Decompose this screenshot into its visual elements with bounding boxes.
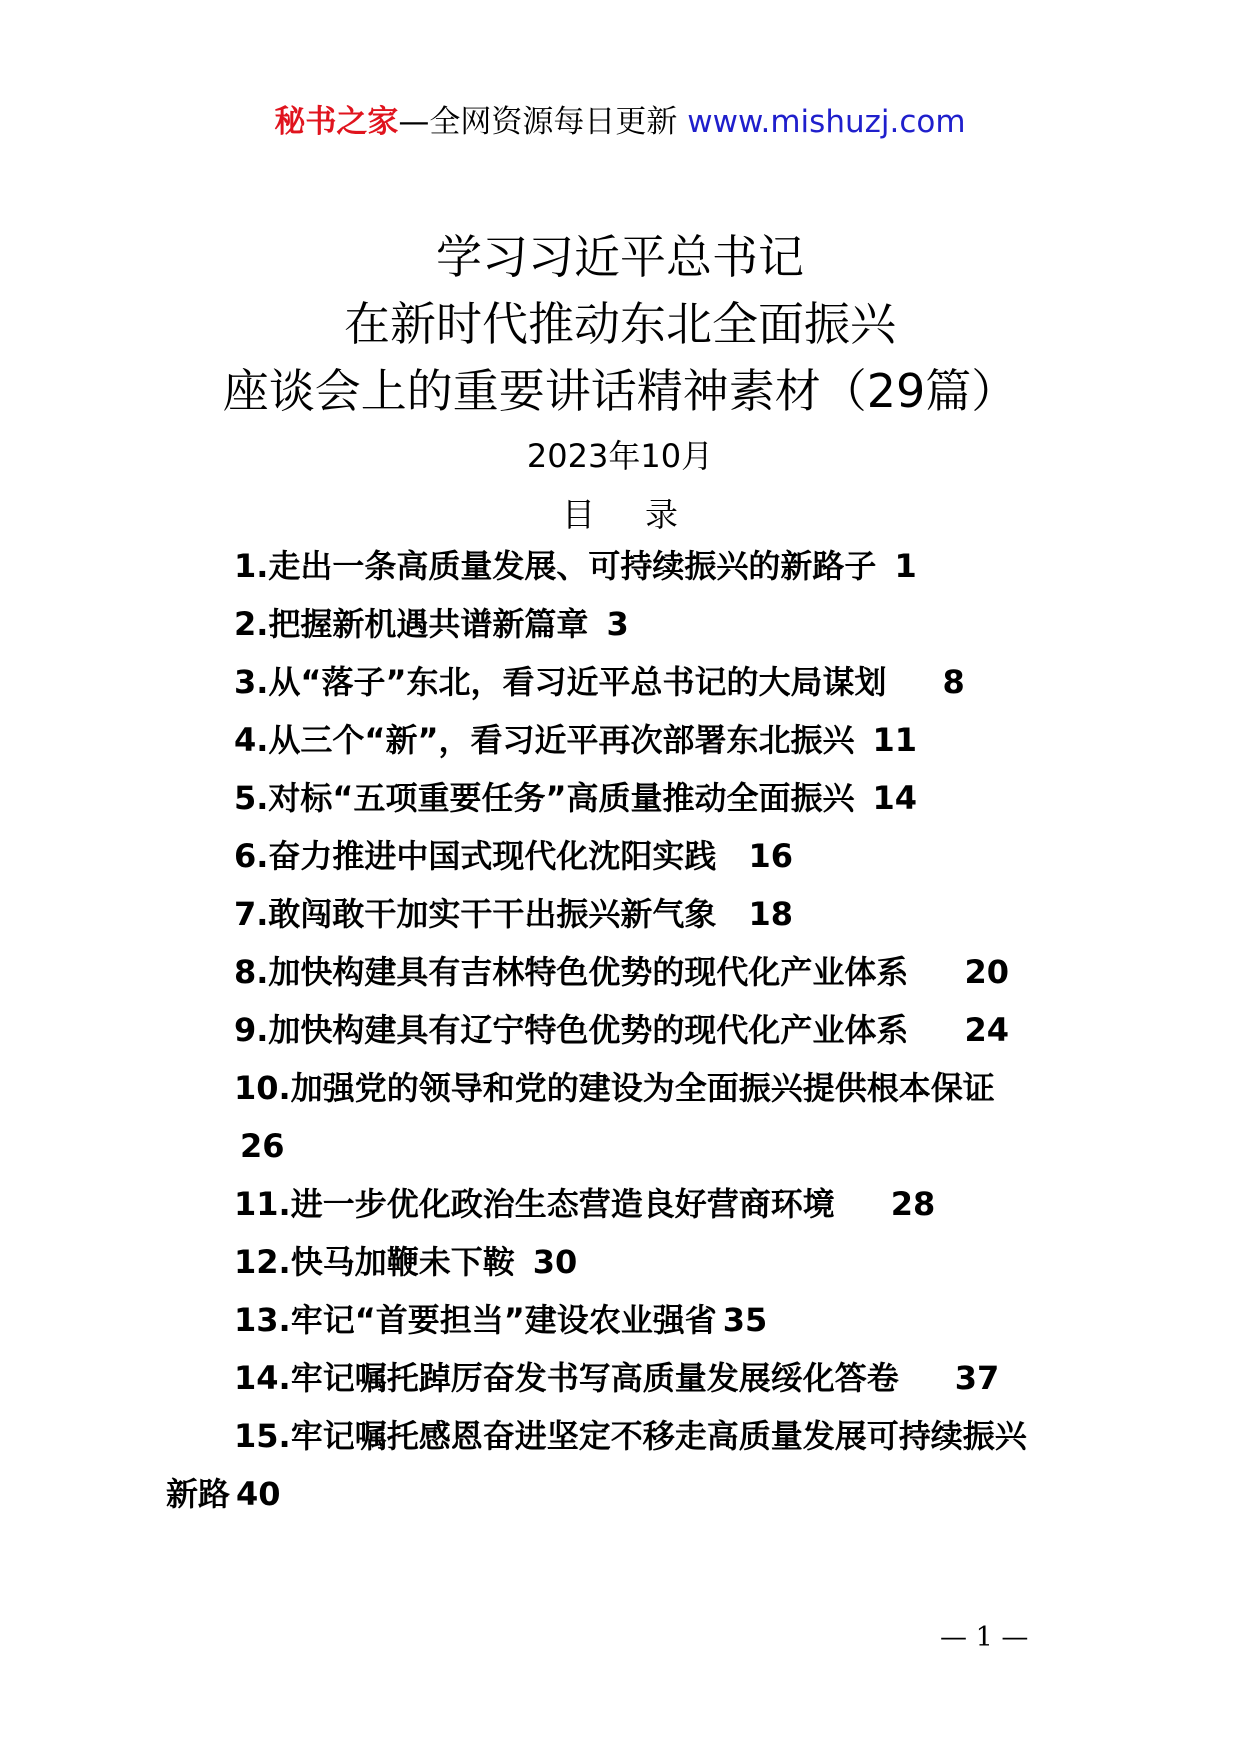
toc-item-title: 13.牢记“首要担当”建设农业强省 [234, 1301, 717, 1339]
toc-item[interactable] [234, 892, 793, 936]
toc-item[interactable] [234, 602, 629, 646]
toc-item[interactable] [234, 1008, 1009, 1052]
toc-item-title: 新路 [166, 1475, 231, 1513]
toc-item-page: 28 [890, 1185, 936, 1223]
toc-item[interactable] [234, 1240, 577, 1284]
toc-item[interactable] [234, 544, 917, 588]
toc-item-page: 35 [722, 1301, 768, 1339]
toc-item-page: 20 [964, 953, 1009, 991]
toc-item[interactable] [234, 660, 965, 704]
doc-title-line-2: 在新时代推动东北全面振兴 [344, 297, 896, 351]
toc-item-title: 6.奋力推进中国式现代化沈阳实践 [234, 837, 717, 875]
toc-item-title: 9.加快构建具有辽宁特色优势的现代化产业体系 [234, 1011, 909, 1049]
page-number-dash-right: — [1001, 1622, 1029, 1653]
toc-item-title: 11.进一步优化政治生态营造良好营商环境 [234, 1185, 835, 1223]
header-slogan: —全网资源每日更新 [398, 104, 678, 140]
toc-item-page: 37 [954, 1359, 1000, 1397]
header-url-link[interactable]: www.mishuzj.com [687, 104, 966, 140]
toc-item[interactable] [234, 834, 793, 878]
toc-item-title: 7.敢闯敢干加实干干出振兴新气象 [234, 895, 717, 933]
page-number-dash-left: — [940, 1622, 967, 1653]
toc-item-page[interactable]: 26 [240, 1127, 285, 1165]
toc-item-page: 24 [964, 1011, 1009, 1049]
toc-item-page: 8 [942, 663, 965, 701]
toc-item[interactable] [234, 1356, 999, 1400]
toc-item[interactable] [234, 1414, 1027, 1458]
site-header [0, 100, 1240, 144]
toc-item[interactable] [234, 718, 917, 762]
toc-item[interactable] [234, 1066, 995, 1110]
toc-item-title: 14.牢记嘱托踔厉奋发书写高质量发展绥化答卷 [234, 1359, 899, 1397]
toc-item-title: 8.加快构建具有吉林特色优势的现代化产业体系 [234, 953, 909, 991]
toc-item-title: 3.从“落子”东北，看习近平总书记的大局谋划 [234, 663, 887, 701]
toc-heading: 目录 [562, 495, 728, 534]
toc-item-title: 4.从三个“新”，看习近平再次部署东北振兴 [234, 721, 855, 759]
toc-item-title: 2.把握新机遇共谱新篇章 [234, 605, 589, 643]
page-number-value: 1 [975, 1622, 993, 1653]
toc-item-title: 10.加强党的领导和党的建设为全面振兴提供根本保证 [234, 1069, 995, 1107]
toc-item-page: 14 [872, 779, 918, 817]
brand-name: 秘书之家 [274, 104, 399, 140]
toc-item-page: 40 [236, 1475, 281, 1513]
page-number [940, 1618, 1028, 1658]
toc-item[interactable] [234, 1298, 767, 1342]
doc-title-line-3: 座谈会上的重要讲话精神素材（29篇） [222, 364, 1018, 418]
toc-item-page: 30 [532, 1243, 578, 1281]
toc-item-page: 3 [606, 605, 629, 643]
toc-item-page: 1 [894, 547, 917, 585]
toc-item-title: 5.对标“五项重要任务”高质量推动全面振兴 [234, 779, 855, 817]
toc-item-title: 1.走出一条高质量发展、可持续振兴的新路子 [234, 547, 877, 585]
toc-item-continued[interactable] [166, 1472, 281, 1516]
toc-item[interactable] [234, 1182, 935, 1226]
toc-item-title: 15.牢记嘱托感恩奋进坚定不移走高质量发展可持续振兴 [234, 1417, 1027, 1455]
doc-date: 2023年10月 [526, 437, 714, 475]
toc-item-page: 11 [872, 721, 918, 759]
toc-item-title: 12.快马加鞭未下鞍 [234, 1243, 515, 1281]
toc-item-page: 18 [748, 895, 793, 933]
toc-item[interactable] [234, 776, 917, 820]
doc-title-line-1: 学习习近平总书记 [436, 230, 804, 284]
toc-item[interactable] [234, 950, 1009, 994]
toc-item-page: 16 [748, 837, 793, 875]
